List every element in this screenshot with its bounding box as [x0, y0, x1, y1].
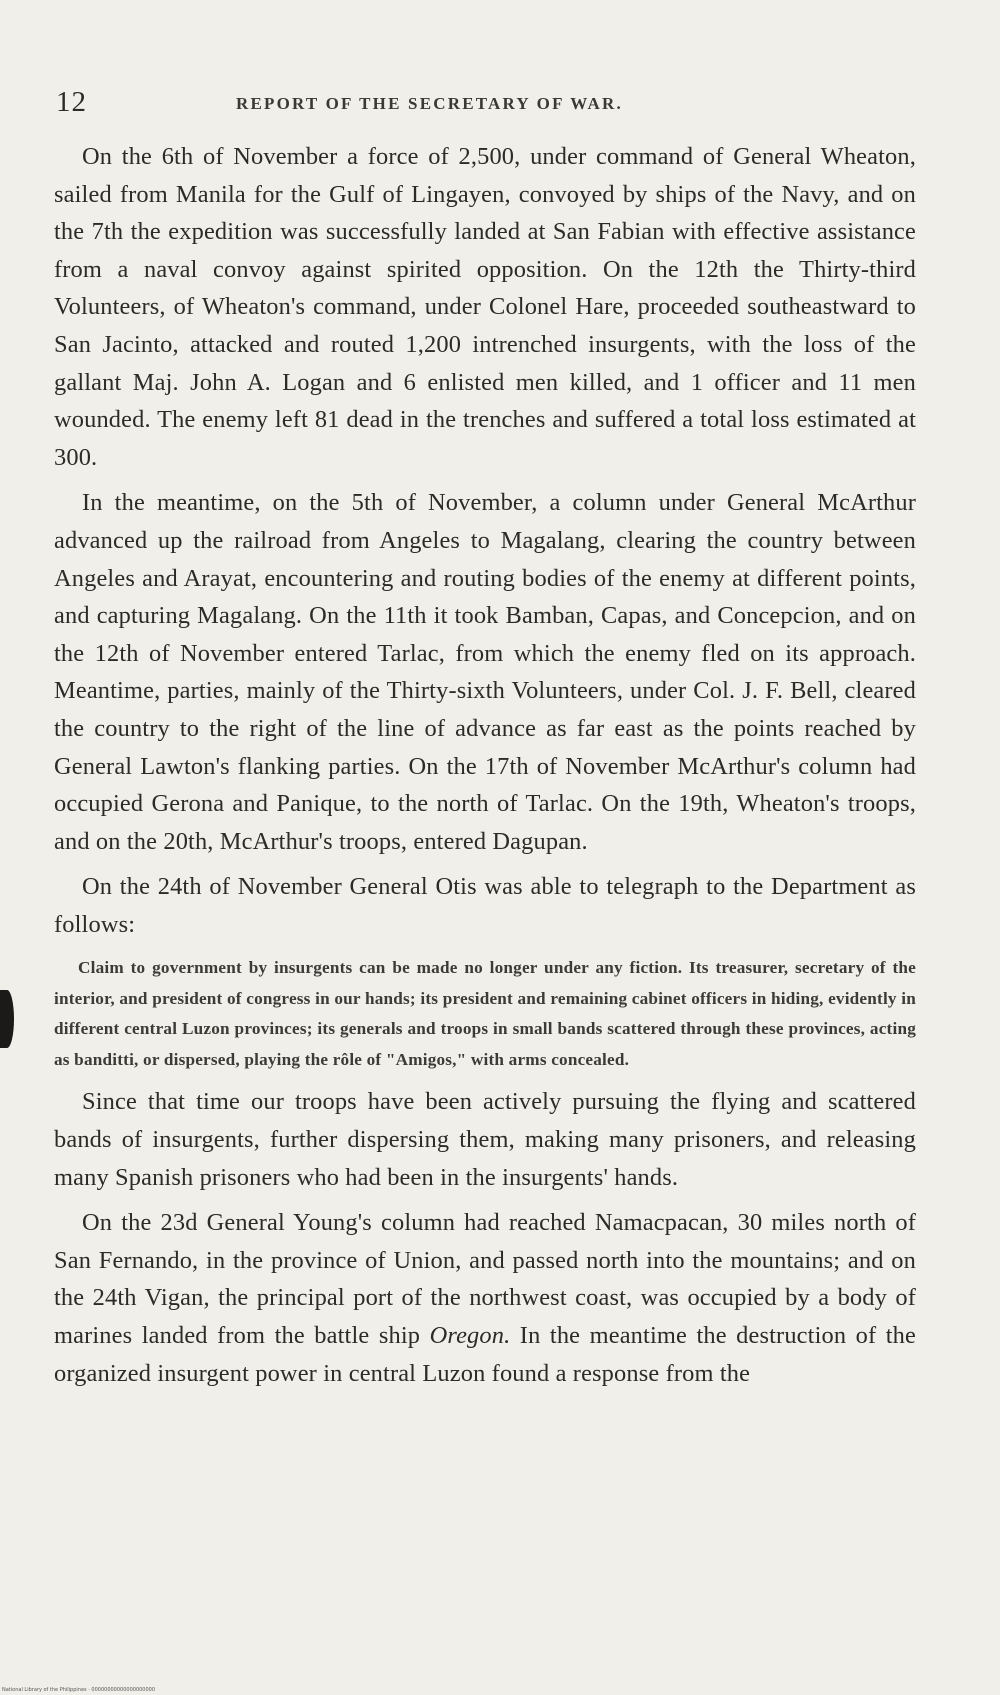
- paragraph-mcarthur-column: In the meantime, on the 5th of November, a column under General McArthur advanced up the railroad from Angeles to Magalang, clearing the country between Angeles and Arayat, encountering and routing bodies of the enemy at different points, and capturing Magalang. On the 11th it took Bamban, Capas, and Concepcion, and on the 12th of November entered Tarlac, from which the enemy fled on its approach. Meantime, parties, mainly of the Thirty-sixth Volunteers, under Col. J. F. Bell, cleared the country to the right of the line of advance as far east as the points reached by General Lawton's flanking parties. On the 17th of November McArthur's column had occupied Gerona and Panique, to the north of Tarlac. On the 19th, Wheaton's troops, and on the 20th, McArthur's troops, entered Dagupan.: [54, 489, 916, 855]
- binding-shadow: [0, 990, 14, 1048]
- telegraph-quote: Claim to government by insurgents can be made no longer under any fiction. Its treasurer, secretary of the interior, and president of congress in our hands; its president and remaining cabinet officers in hiding, evidently in different central Luzon provinces; its generals and troops in small bands scattered through these provinces, acting as banditti, or dispersed, playing the rôle of "Amigos," with arms concealed.: [54, 958, 916, 1069]
- paragraph-otis-telegraph: On the 24th of November General Otis was able to telegraph to the Department as follows:: [54, 873, 916, 938]
- ship-name: Oregon.: [429, 1322, 511, 1350]
- paragraph-wheaton-expedition: On the 6th of November a force of 2,500, under command of General Wheaton, sailed from Manila for the Gulf of Lingayen, convoyed by ships of the Navy, and on the 7th the expedition was successfully landed at San Fabian with effective assistance from a naval convoy against spirited opposition. On the 12th the Thirty-third Volunteers, of Wheaton's command, under Colonel Hare, proceeded southeastward to San Jacinto, attacked and routed 1,200 intrenched insurgents, with the loss of the gallant Maj. John A. Logan and 6 enlisted men killed, and 1 officer and 11 men wounded. The enemy left 81 dead in the trenches and suffered a total loss estimated at 300.: [54, 143, 916, 471]
- paragraph-young-text-start: On the 23d General Young's column had reached Namacpacan, 30 miles north of San Fernando, in the province of Union, and passed north into the mountains; and on the 24th Vigan, the principal port of the northwest coast, was occupied by a body of marines landed from the battle ship: [54, 1209, 916, 1350]
- body-text: [54, 138, 916, 1392]
- paragraph-young-text-end: In the meantime the destruction of the organized insurgent power in central Luzon found a response from the: [54, 1322, 916, 1387]
- paragraph-pursuit: Since that time our troops have been actively pursuing the flying and scattered bands of insurgents, further dispersing them, making many prisoners, and releasing many Spanish prisoners who had been in the insurgents' hands.: [54, 1088, 916, 1191]
- paragraph-young-column: [54, 1204, 916, 1392]
- page-number: 12: [56, 86, 87, 118]
- running-head: REPORT OF THE SECRETARY OF WAR.: [236, 94, 623, 113]
- library-stamp: National Library of the Philippines · 00000000000000000000: [2, 1687, 156, 1693]
